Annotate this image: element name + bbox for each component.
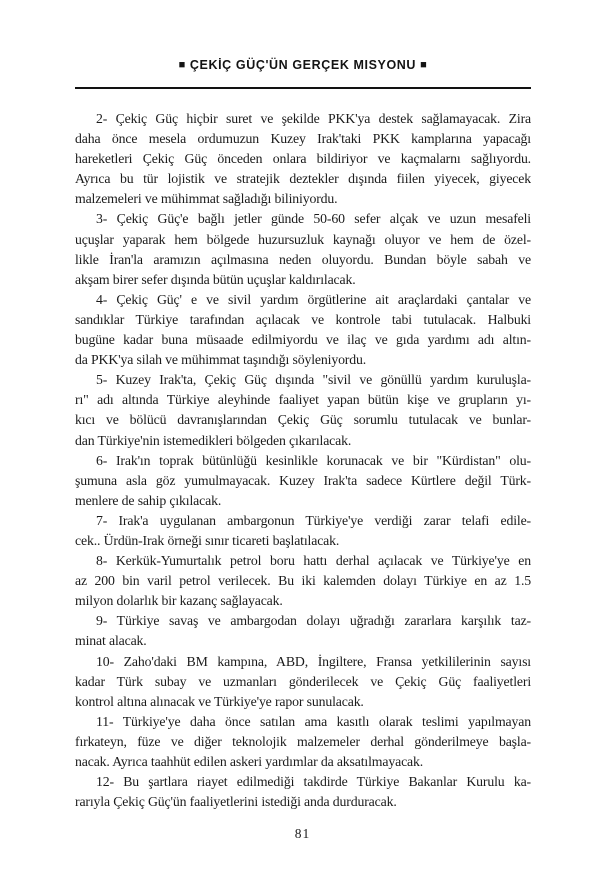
text-line: malzemeleri ve mühimmat sağladığı biliniyordu.	[75, 191, 338, 207]
text-line: hareketleri Çekiç Güç önceden onlara bildiriyor ve kaçmalarnı sağlıyordu.	[75, 151, 531, 167]
text-line: 7- Irak'a uygulanan ambargonun Türkiye'ye verdiği zarar telafi edile-	[96, 512, 531, 528]
paragraph	[75, 772, 531, 812]
text-line: akşam birer sefer dışında bütün uçuşlar kaldırılacak.	[75, 271, 356, 287]
running-header	[75, 58, 531, 72]
text-line: uçuşlar yaparak hem bölgede huzursuzluk kaynağı oluyor ve hem de özel-	[75, 231, 531, 247]
text-line: Ayrıca bu tür lojistik ve stratejik deztekler dışında fiilen yiyecek, giyecek	[75, 171, 531, 187]
text-line: da PKK'ya silah ve mühimmat taşındığı söyleniyordu.	[75, 352, 367, 368]
text-line: kadar Türk subay ve uzmanları gönderilecek ve Çekiç Güç faaliyetleri	[75, 673, 531, 689]
text-line: dan Türkiye'nin istemedikleri bölgeden çıkarılacak.	[75, 432, 352, 448]
text-line: 6- Irak'ın toprak bütünlüğü kesinlikle korunacak ve bir "Kürdistan" olu-	[96, 452, 531, 468]
paragraph	[75, 511, 531, 551]
text-line: 12- Bu şartlara riayet edilmediği takdirde Türkiye Bakanlar Kurulu ka-	[96, 774, 531, 790]
text-line: sandıklar Türkiye tarafından açılacak ve kontrole tabi tutulacak. Halbuki	[75, 311, 531, 327]
header-rule	[75, 87, 531, 89]
text-line: kontrol altına alınacak ve Türkiye'ye rapor sunulacak.	[75, 693, 364, 709]
text-line: rı" adı altında Türkiye aleyhinde faaliyet yapan bütün kişe ve grupların yı-	[75, 392, 531, 408]
square-marker-icon: ■	[420, 59, 428, 71]
square-marker-icon: ■	[178, 59, 186, 71]
paragraph	[75, 290, 531, 370]
running-header-title: ÇEKİÇ GÜÇ'ÜN GERÇEK MISYONU	[189, 58, 417, 72]
text-line: 3- Çekiç Güç'e bağlı jetler günde 50-60 sefer alçak ve uzun mesafeli	[96, 211, 531, 227]
text-line: likle İran'la aramızın açılmasına neden oluyordu. Bundan böyle sabah ve	[75, 251, 531, 267]
text-line: daha önce mesela ordumuzun Kuzey Irak'taki PKK kamplarına yapacağı	[75, 131, 531, 147]
paragraph	[75, 712, 531, 772]
text-line: 9- Türkiye savaş ve ambargodan dolayı uğradığı zararlara karşılık taz-	[96, 613, 531, 629]
text-line: 8- Kerkük-Yumurtalık petrol boru hattı derhal açılacak ve Türkiye'ye en	[96, 553, 531, 569]
paragraph	[75, 652, 531, 712]
text-line: kıcı ve bölücü davranışlarından Çekiç Güç sorumlu tutulacak ve bunlar-	[75, 412, 531, 428]
text-line: nacak. Ayrıca taahhüt edilen askeri yardımlar da aksatılmayacak.	[75, 754, 424, 769]
paragraph	[75, 551, 531, 611]
text-line: 2- Çekiç Güç hiçbir suret ve şekilde PKK'ya destek sağlamayacak. Zira	[96, 111, 531, 126]
text-line: 4- Çekiç Güç' e ve sivil yardım örgütlerine ait araçlardaki çantalar ve	[96, 291, 531, 307]
page-number: 81	[294, 826, 311, 841]
paragraph	[75, 209, 531, 289]
page-body	[75, 109, 531, 812]
text-line: 11- Türkiye'ye daha önce satılan ama kasıtlı olarak teslimi yapılmayan	[96, 713, 531, 729]
text-line: minat alacak.	[75, 633, 147, 649]
text-line: 10- Zaho'daki BM kampına, ABD, İngiltere, Fransa yetkililerinin sayısı	[96, 653, 531, 669]
text-line: menlere de sahip çıkılacak.	[75, 492, 222, 508]
text-line: 5- Kuzey Irak'ta, Çekiç Güç dışında "sivil ve gönüllü yardım kuruluşla-	[96, 372, 531, 388]
text-line: cek.. Ürdün-Irak örneği sınır ticareti başlatılacak.	[75, 532, 340, 548]
text-line: şumuna asla göz yumulmayacak. Kuzey Irak'ta sadece Kürtlere değil Türk-	[75, 472, 531, 488]
text-line: bugüne kadar buna müsaade edilmiyordu ve ilaç ve gıda yardımı adı altın-	[75, 332, 531, 348]
text-line: milyon dolarlık bir kazanç sağlayacak.	[75, 593, 283, 609]
paragraph	[75, 611, 531, 651]
paragraph	[75, 451, 531, 511]
paragraph	[75, 109, 531, 209]
text-line: az 200 bin varil petrol verilecek. Bu iki kalemden dolayı Türkiye en az 1.5	[75, 573, 531, 589]
text-line: rarıyla Çekiç Güç'ün faaliyetlerini istediği anda durduracak.	[75, 794, 397, 810]
paragraph	[75, 370, 531, 450]
text-line: fırkateyn, füze ve diğer teknolojik malzemeler derhal gönderilmeye başla-	[75, 733, 531, 749]
